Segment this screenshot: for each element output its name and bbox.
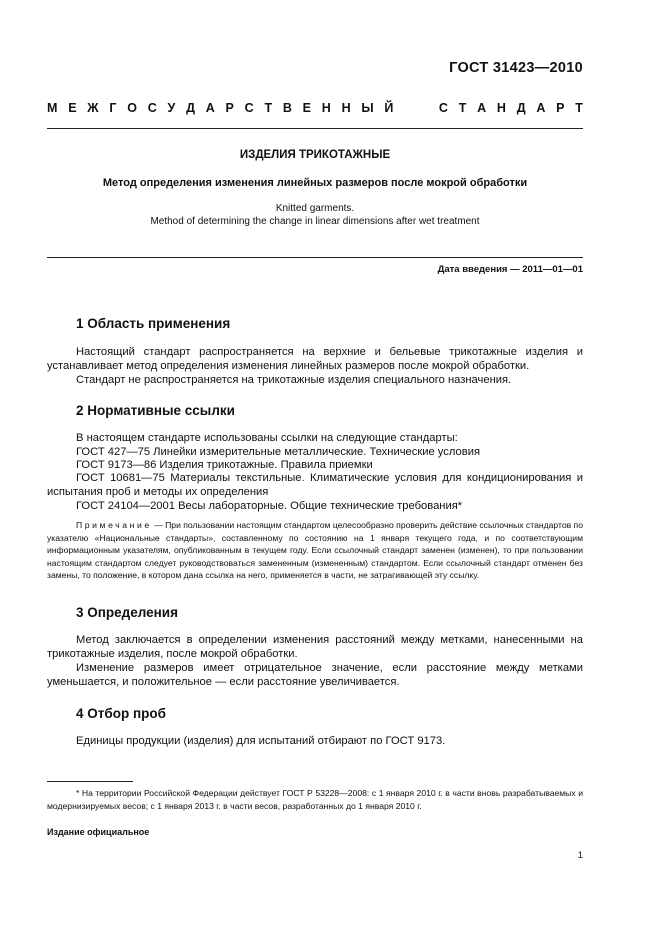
date-of-introduction: Дата введения — 2011—01—01	[437, 264, 583, 275]
paragraph: Стандарт не распространяется на трикотажные изделия специального назначения.	[76, 374, 512, 386]
banner-letter: Й	[384, 101, 394, 115]
title-en-product: Knitted garments.	[275, 203, 355, 214]
banner-letter: А	[536, 101, 546, 115]
banner-letter: В	[282, 101, 292, 115]
note-label: Примечание	[76, 520, 152, 530]
banner-letter: С	[438, 101, 448, 115]
title-product: ИЗДЕЛИЯ ТРИКОТАЖНЫЕ	[239, 149, 391, 161]
banner-letter: Н	[496, 101, 506, 115]
footnote: * На территории Российской Федерации действует ГОСТ Р 53228—2008: с 1 января 2010 г. в части вновь разрабатываемых и модернизируемых весов; с 1 января 2013 г. в части весов, разработанных до 1 января 2010 г.	[47, 788, 583, 811]
banner-letter: А	[477, 101, 487, 115]
reference-item: ГОСТ 24104—2001 Весы лабораторные. Общие технические требования*	[76, 500, 463, 512]
edition-label: Издание официальное	[47, 827, 150, 837]
section-heading: 3 Определения	[76, 605, 178, 620]
paragraph: Метод заключается в определении изменения расстояний между метками, нанесенными на трикотажные изделия, после мокрой обработки.	[47, 634, 583, 660]
banner-letter: Е	[68, 101, 77, 115]
reference-item: ГОСТ 427—75 Линейки измерительные металлические. Технические условия	[76, 446, 480, 458]
banner-letter: Р	[225, 101, 234, 115]
banner-letter: Т	[575, 101, 583, 115]
banner-letter: Н	[321, 101, 331, 115]
banner-letter: О	[127, 101, 137, 115]
banner-letter: Т	[458, 101, 467, 115]
footnote-divider	[47, 781, 133, 782]
title-en-method: Method of determining the change in linear dimensions after wet treatment	[150, 216, 480, 227]
title-divider	[47, 257, 583, 258]
section-heading: 4 Отбор проб	[76, 706, 166, 721]
banner-letter: М	[47, 101, 58, 115]
paragraph: В настоящем стандарте использованы ссылки на следующие стандарты:	[76, 432, 458, 444]
banner-letter: Т	[264, 101, 273, 115]
banner-letter: Р	[556, 101, 565, 115]
reference-item: ГОСТ 9173—86 Изделия трикотажные. Правила приемки	[76, 459, 373, 471]
banner-letter: Д	[516, 101, 526, 115]
banner-letter: У	[167, 101, 176, 115]
page-number: 1	[577, 850, 583, 861]
banner-letter: А	[205, 101, 215, 115]
paragraph: Настоящий стандарт распространяется на верхние и бельевые трикотажные изделия и устанавливает метод определения изменения линейных размеров после мокрой обработки.	[47, 346, 583, 372]
banner-word-gap	[404, 101, 428, 115]
section-heading: 1 Область применения	[76, 316, 231, 331]
paragraph: Изменение размеров имеет отрицательное значение, если расстояние между метками уменьшается, и положительное — если расстояние увеличивается.	[47, 662, 583, 688]
title-method: Метод определения изменения линейных размеров после мокрой обработки	[102, 177, 528, 189]
banner-letter: Ж	[87, 101, 99, 115]
banner-letter: Н	[341, 101, 351, 115]
banner-letter: С	[244, 101, 254, 115]
section-heading: 2 Нормативные ссылки	[76, 403, 235, 418]
gost-number: ГОСТ 31423—2010	[449, 60, 583, 76]
note	[47, 519, 583, 582]
interstate-standard-banner	[47, 101, 583, 115]
banner-letter: С	[147, 101, 157, 115]
paragraph: Единицы продукции (изделия) для испытаний отбирают по ГОСТ 9173.	[76, 735, 446, 747]
header-divider	[47, 128, 583, 129]
banner-letter: Д	[186, 101, 195, 115]
banner-letter: Ы	[361, 101, 374, 115]
banner-letter: Г	[109, 101, 117, 115]
note-text: — При пользовании настоящим стандартом целесообразно проверить действие ссылочных стандартов по указателю «Национальные стандарты», составленному по состоянию на 1 января текущего года, и по соответствующим информационным указателям, опубликованным в текущем году. Если ссылочный стандарт заменен (изменен), то при пользовании настоящим стандартом следует руководствоваться замененным (измененным) стандартом. Если ссылочный стандарт отменен без замены, то положение, в котором дана ссылка на него, применяется в части, не затрагивающей эту ссылку.	[47, 520, 583, 580]
banner-letter: Е	[302, 101, 311, 115]
reference-item: ГОСТ 10681—75 Материалы текстильные. Климатические условия для кондиционирования и испытания проб и методы их определения	[47, 472, 583, 498]
